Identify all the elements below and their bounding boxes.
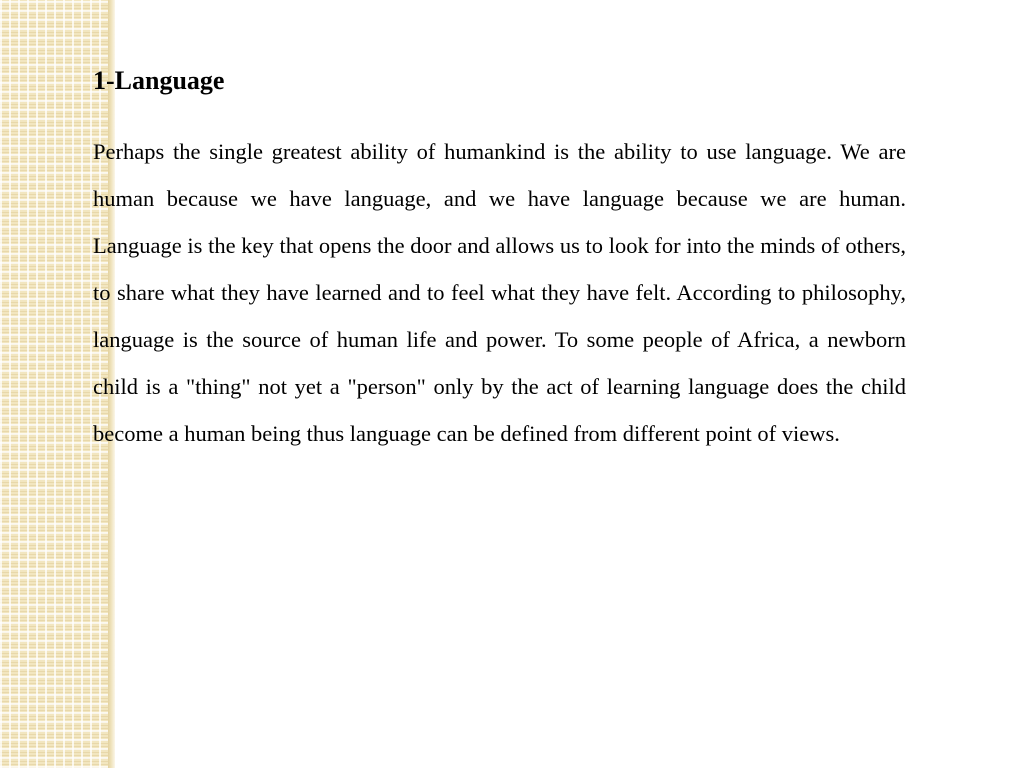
decorative-side-band: [0, 0, 108, 768]
body-paragraph: Perhaps the single greatest ability of humankind is the ability to use language. We are human because we have language, and we have language because we are human. Language is the key that opens the door and allows us to look for into the minds of others, to share what they have learned and to feel what they have felt. According to philosophy, language is the source of human life and power. To some people of Africa, a newborn child is a "thing" not yet a "person" only by the act of learning language does the child become a human being thus language can be defined from different point of views.: [93, 139, 906, 446]
slide-title: 1-Language: [93, 66, 225, 95]
